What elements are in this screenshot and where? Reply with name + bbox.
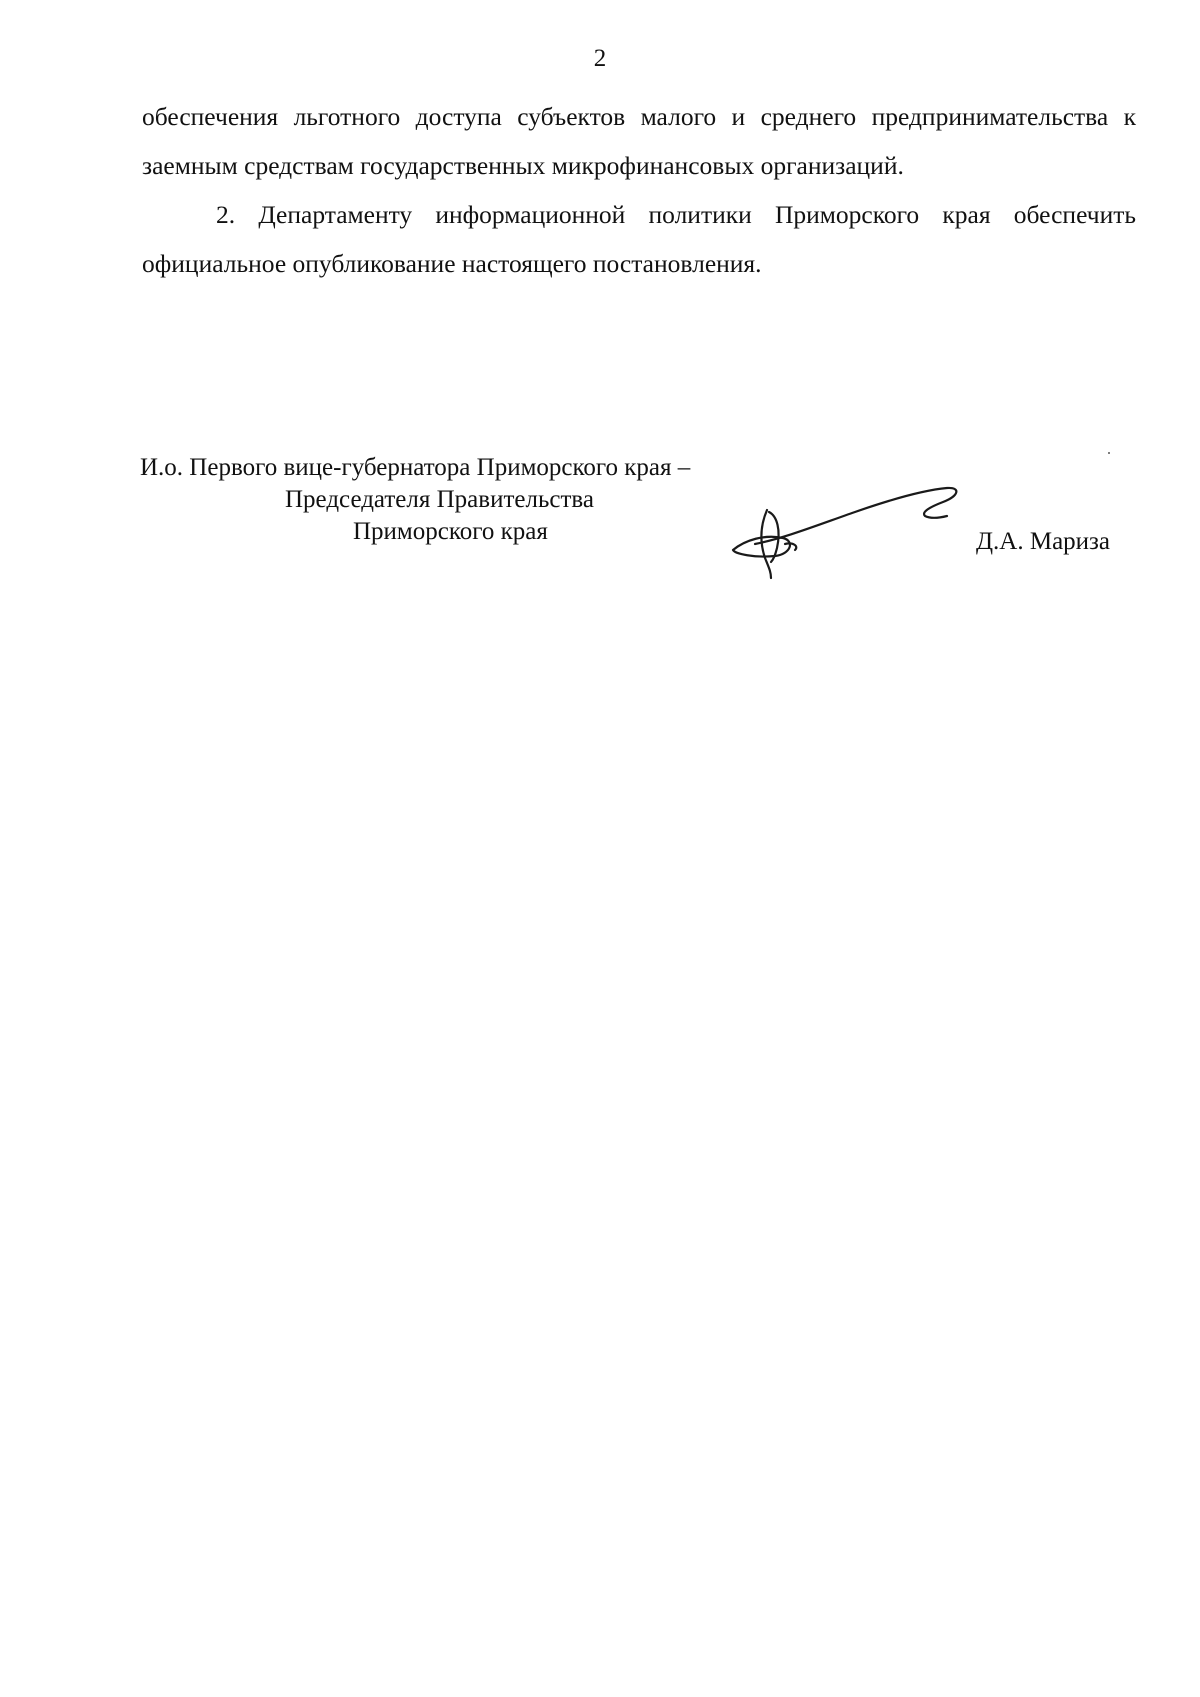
signatory-title-line-1: И.о. Первого вице-губернатора Приморского края – [140, 454, 691, 481]
page-number: 2 [593, 45, 607, 72]
paragraph-2: 2. Департаменту информационной политики Приморского края обеспечить официальное опубликование настоящего постановления. [142, 200, 1136, 278]
handwritten-signature [725, 472, 975, 582]
signatory-name: Д.А. Мариза [976, 528, 1111, 555]
signatory-title-line-2: Председателя Правительства [285, 486, 594, 513]
signatory-title-line-3: Приморского края [353, 518, 548, 545]
scan-speck [1108, 452, 1110, 454]
paragraph-1-continuation: обеспечения льготного доступа субъектов малого и среднего предпринимательства к заемным средствам государственных микрофинансовых организаций. [142, 102, 1136, 180]
signatory-title [140, 452, 800, 548]
document-body [142, 92, 1136, 288]
